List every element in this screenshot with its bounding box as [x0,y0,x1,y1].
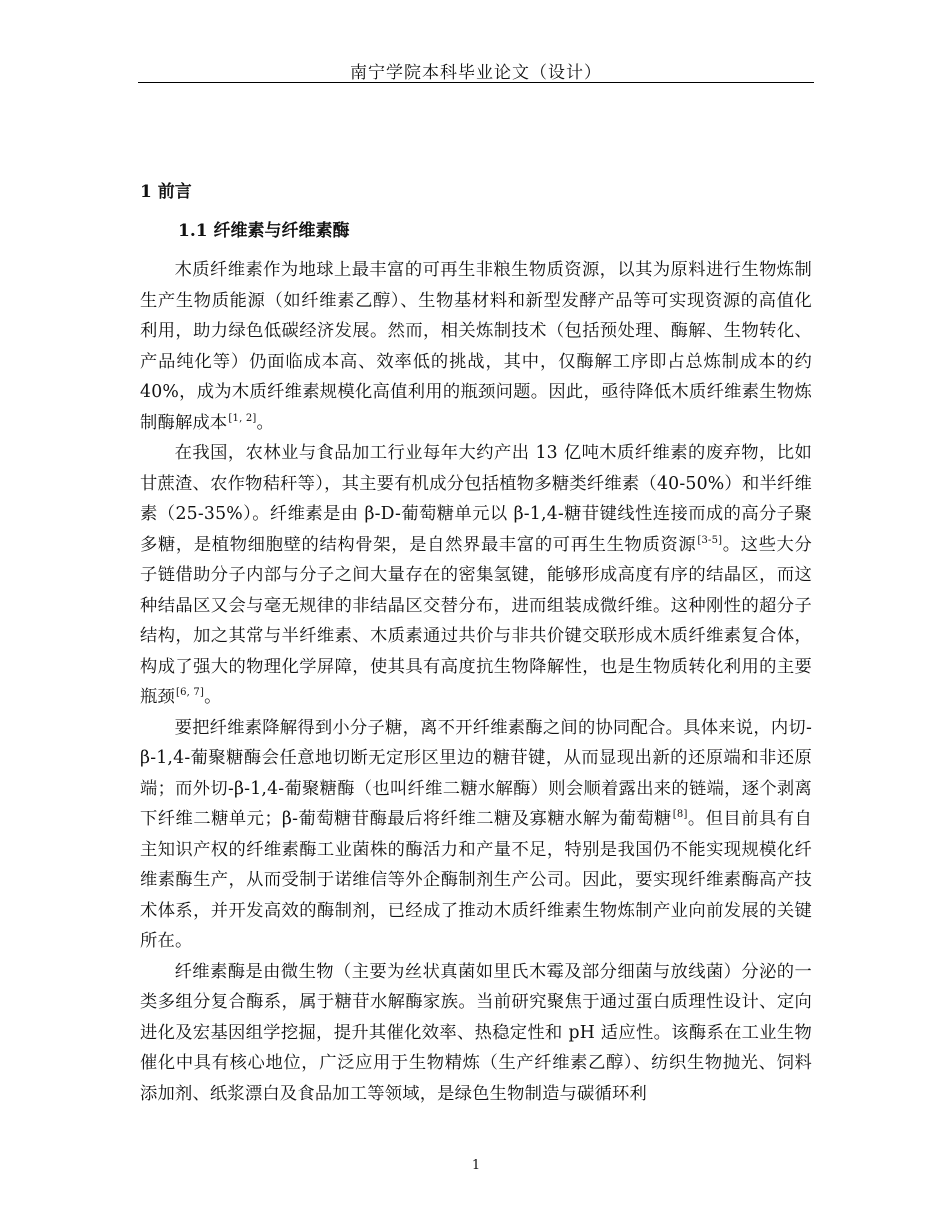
paragraph-text: 纤维素酶是由微生物（主要为丝状真菌如里氏木霉及部分细菌与放线菌）分泌的一类多组分复合酶系，属于糖苷水解酶家族。当前研究聚焦于通过蛋白质理性设计、定向进化及宏基因组学挖掘，提升其催化效率、热稳定性和 pH 适应性。该酶系在工业生物催化中具有核心地位，广泛应用于生物精炼（生产纤维素乙醇）、纺织生物抛光、饲料添加剂、纸浆漂白及食品加工等领域，是绿色生物制造与碳循环利 [140,961,812,1104]
subsection-heading: 1.1 纤维素与纤维素酶 [178,221,350,241]
running-header-title: 南宁学院本科毕业论文（设计） [350,63,602,83]
paragraph-2 [140,438,812,713]
paragraph-text: 要把纤维素降解得到小分子糖，离不开纤维素酶之间的协同配合。具体来说，内切-β-1,4-葡聚糖酶会任意地切断无定形区里边的糖苷键，从而显现出新的还原端和非还原端；而外切-β-1,4-葡聚糖酶（也叫纤维二糖水解酶）则会顺着露出来的链端，逐个剥离下纤维二糖单元；β-葡萄糖苷酶最后将纤维二糖及寡糖水解为葡萄糖 [140,717,812,829]
paragraph-text: 木质纤维素作为地球上最丰富的可再生非粮生物质资源，以其为原料进行生物炼制生产生物质能源（如纤维素乙醇）、生物基材料和新型发酵产品等可实现资源的高值化利用，助力绿色低碳经济发展。然而，相关炼制技术（包括预处理、酶解、生物转化、产品纯化等）仍面临成本高、效率低的挑战，其中，仅酶解工序即占总炼制成本的约 40%，成为木质纤维素规模化高值利用的瓶颈问题。因此，亟待降低木质纤维素生物炼制酶解成本 [140,260,812,433]
paragraph-text: 在我国，农林业与食品加工行业每年大约产出 13 亿吨木质纤维素的废弃物，比如甘蔗渣、农作物秸秆等），其主要有机成分包括植物多糖类纤维素（40-50%）和半纤维素（25-35%）。纤维素是由 β-D-葡萄糖单元以 β-1,4-糖苷键线性连接而成的高分子聚多糖，是植物细胞壁的结构骨架，是自然界最丰富的可再生生物质资源 [140,443,812,555]
header-rule [138,82,814,83]
citation: [8] [672,809,688,821]
body-text [140,255,812,1109]
citation: [3-5] [697,534,723,546]
page-number: 1 [471,1158,481,1173]
paragraph-3 [140,713,812,957]
paragraph-text: 。 [256,412,274,433]
paragraph-text: 。但目前具有自主知识产权的纤维素酶工业菌株的酶活力和产量不足，特别是我国仍不能实现规模化纤维素酶生产，从而受制于诺维信等外企酶制剂生产公司。因此，要实现纤维素酶高产技术体系，并开发高效的酶制剂，已经成了推动木质纤维素生物炼制产业向前发展的关键所在。 [140,809,813,951]
section-heading: 1 前言 [140,182,192,202]
citation: [6, 7] [175,687,205,699]
citation: [1, 2] [228,412,257,424]
paragraph-1 [140,255,812,438]
paragraph-4 [140,957,812,1110]
paragraph-text: 。 [204,687,222,707]
paragraph-text: 。这些大分子链借助分子内部与分子之间大量存在的密集氢键，能够形成高度有序的结晶区，而这种结晶区又会与毫无规律的非结晶区交替分布，进而组装成微纤维。这种刚性的超分子结构，加之其常与半纤维素、木质素通过共价与非共价键交联形成木质纤维素复合体，构成了强大的物理化学屏障，使其具有高度抗生物降解性，也是生物质转化利用的主要瓶颈 [140,534,812,707]
